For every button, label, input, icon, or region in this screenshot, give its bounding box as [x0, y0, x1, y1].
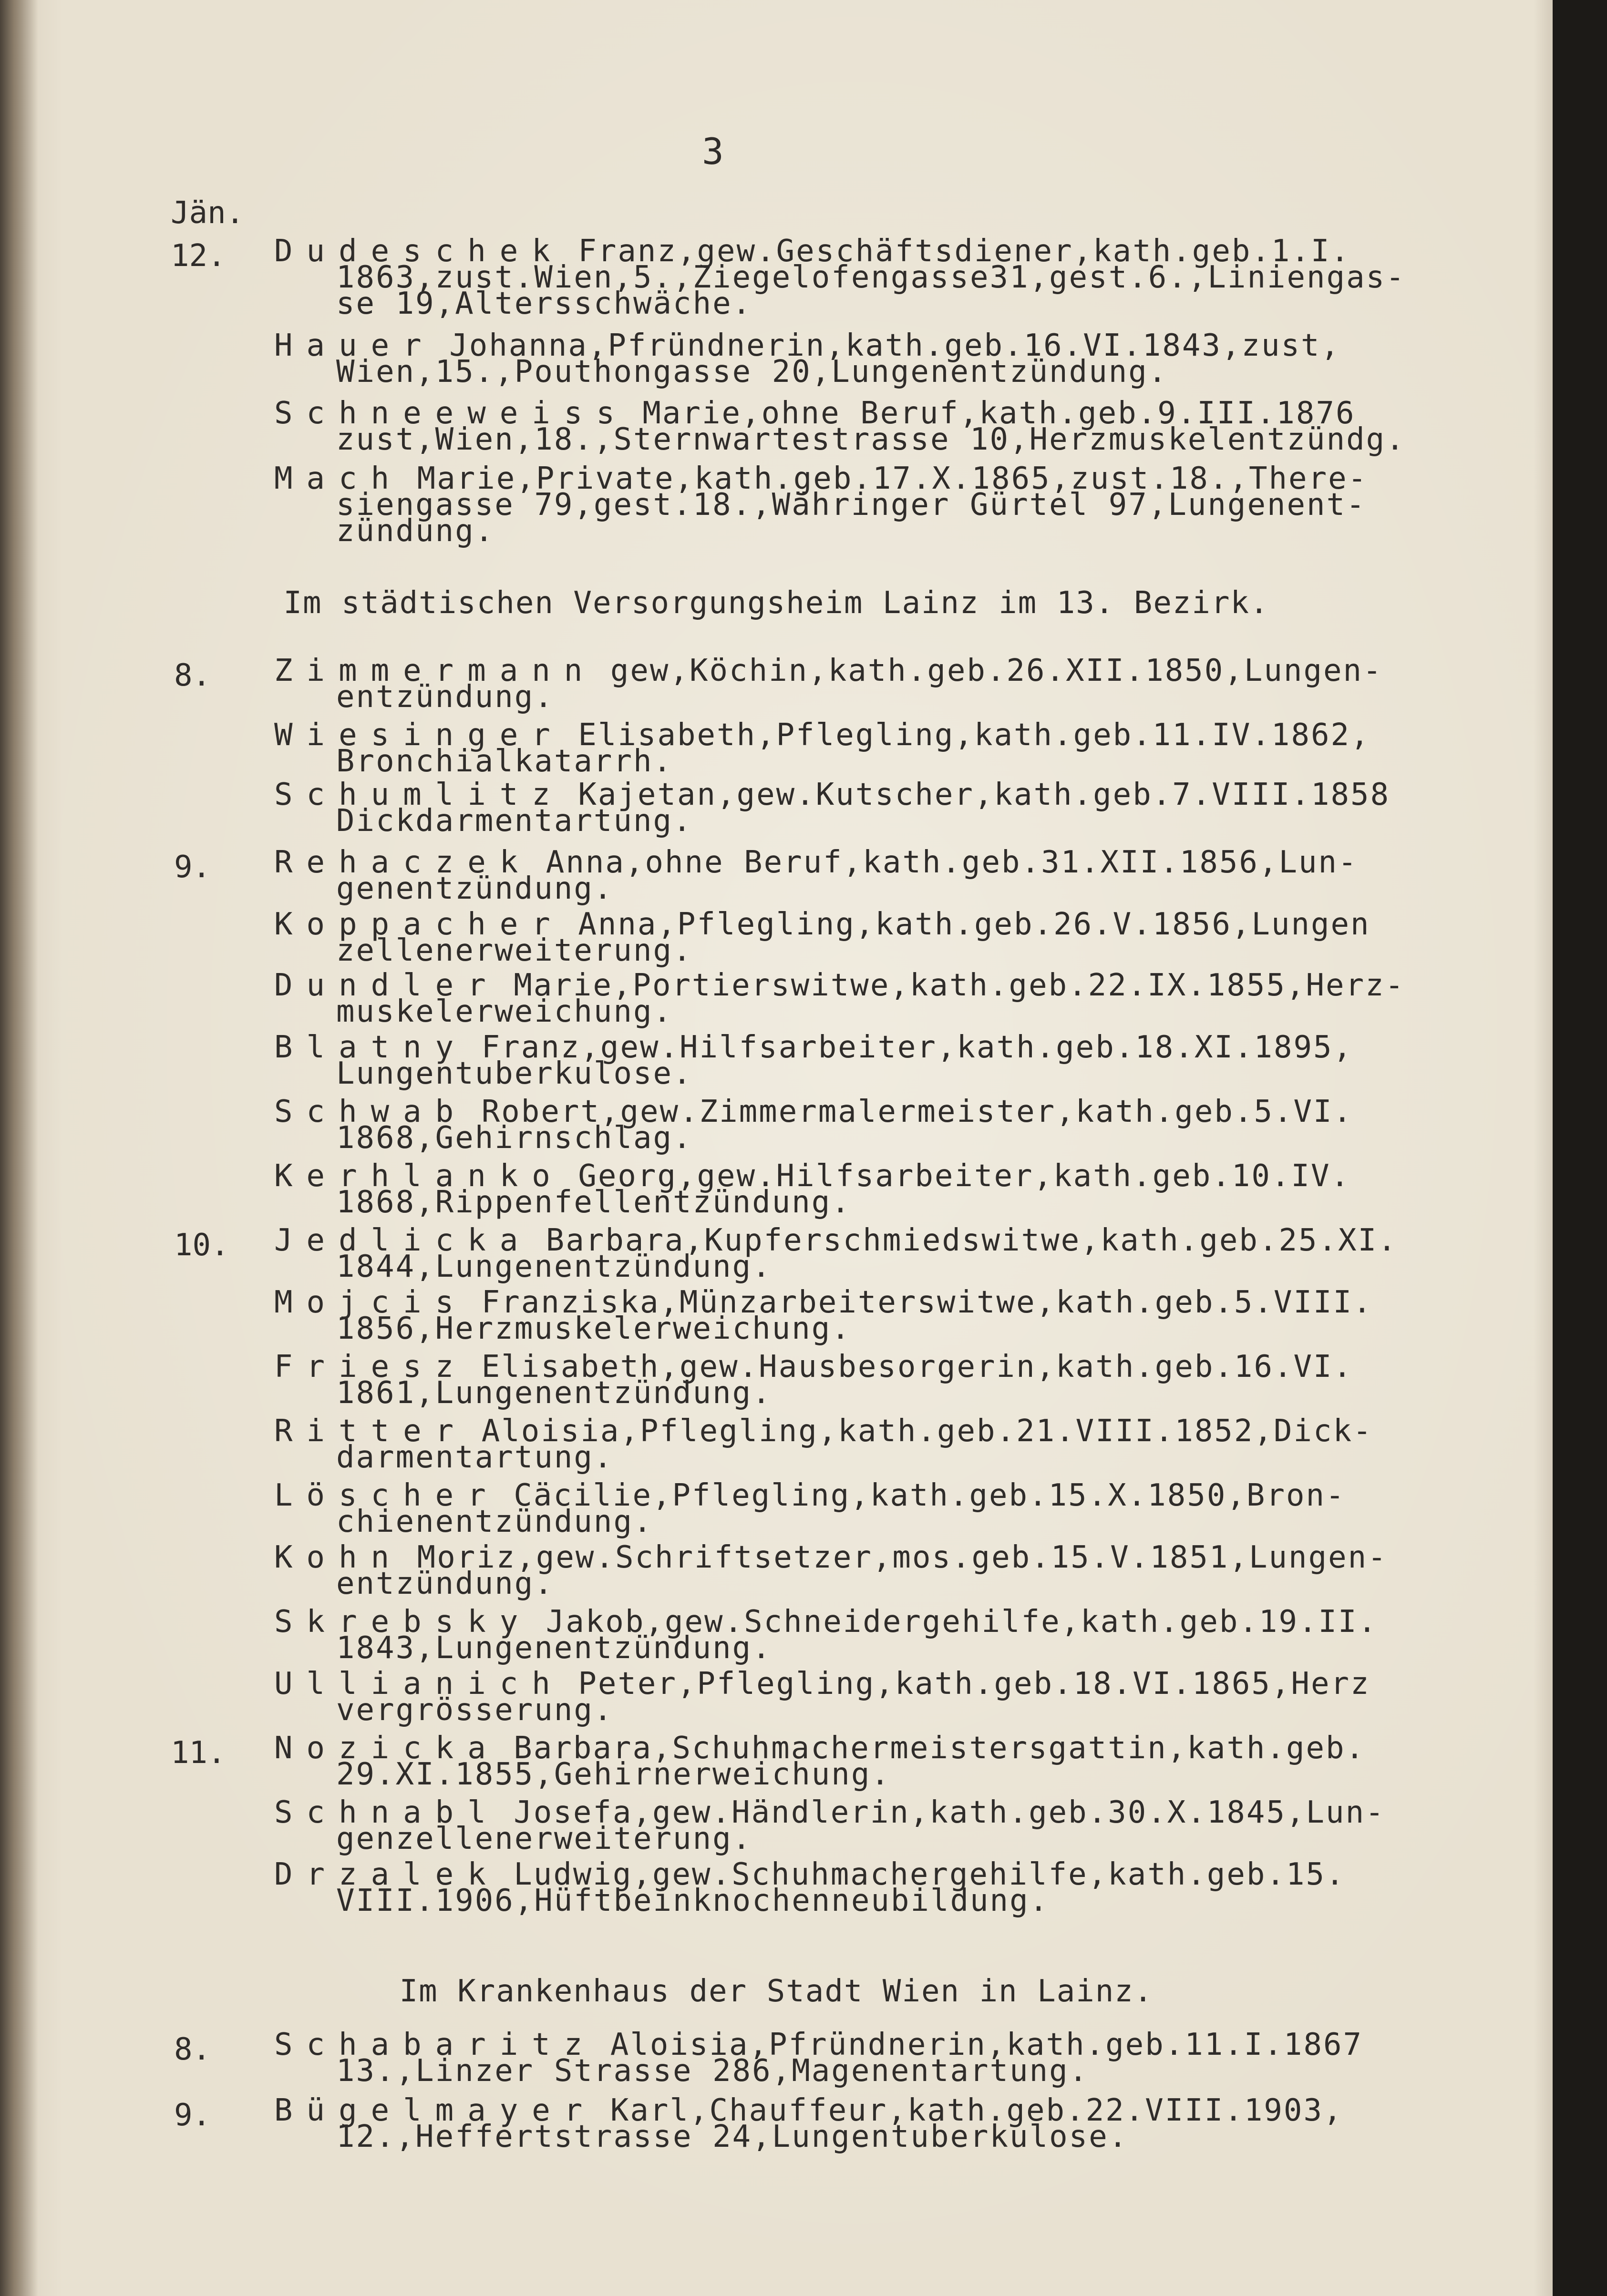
entry-line: 29.XI.1855,Gehirnerweichung. — [336, 1757, 891, 1792]
entry-line: se 19,Altersschwäche. — [336, 286, 752, 321]
register-entry — [274, 396, 1476, 457]
entry-line: Peter,Pflegling,kath.geb.18.VI.1865,Herz — [578, 1666, 1370, 1702]
entry-line: siengasse 79,gest.18.,Währinger Gürtel 97,Lungenent- — [336, 487, 1366, 523]
entry-line: 1868,Gehirnschlag. — [336, 1120, 693, 1156]
entry-line: zust,Wien,18.,Sternwartestrasse 10,Herzmuskelentzündg. — [336, 422, 1406, 457]
register-entry — [274, 234, 1476, 321]
entry-line: 1844,Lungenentzündung. — [336, 1249, 772, 1284]
entry-line: Kajetan,gew.Kutscher,kath.geb.7.VIII.1858 — [578, 777, 1391, 812]
entry-surname: Koppacher — [274, 907, 564, 942]
register-entry — [274, 907, 1476, 968]
register-entry — [274, 1285, 1476, 1346]
entry-line: entzündung. — [336, 1566, 554, 1601]
entry-surname: Zimmermann — [274, 653, 597, 688]
register-entry — [274, 1666, 1476, 1728]
entry-surname: Bügelmayer — [274, 2093, 597, 2128]
register-entry — [274, 1857, 1476, 1918]
entry-line: Barbara,Kupferschmiedswitwe,kath.geb.25.XI. — [546, 1223, 1398, 1258]
entry-line: 13.,Linzer Strasse 286,Magenentartung. — [336, 2053, 1089, 2089]
register-entry — [274, 718, 1476, 779]
entry-line: Elisabeth,Pflegling,kath.geb.11.IV.1862, — [578, 718, 1370, 753]
entry-line: vergrösserung. — [336, 1692, 614, 1728]
entry-surname: Nozicka — [274, 1731, 500, 1766]
entry-line: Cäcilie,Pflegling,kath.geb.15.X.1850,Bron- — [514, 1478, 1346, 1513]
day-label: 10. — [174, 1228, 229, 1263]
entry-surname: Ullianich — [274, 1666, 564, 1702]
day-label: 12. — [171, 238, 226, 274]
entry-line: Lungentuberkulose. — [336, 1056, 693, 1091]
register-entry — [274, 328, 1476, 390]
entry-surname: Friesz — [274, 1349, 468, 1384]
entry-line: Franz,gew.Geschäftsdiener,kath.geb.1.I. — [578, 234, 1351, 269]
entry-line: zellenerweiterung. — [336, 933, 693, 968]
section-heading: Im städtischen Versorgungsheim Lainz im 13. Bezirk. — [283, 585, 1269, 621]
entry-surname: Schnabl — [274, 1795, 500, 1830]
entry-line: Robert,gew.Zimmermalermeister,kath.geb.5.VI. — [481, 1094, 1353, 1129]
entry-line: Ludwig,gew.Schuhmachergehilfe,kath.geb.15. — [514, 1857, 1346, 1892]
entry-line: Josefa,gew.Händlerin,kath.geb.30.X.1845,Lun- — [514, 1795, 1385, 1830]
entry-line: Anna,Pflegling,kath.geb.26.V.1856,Lungen — [578, 907, 1370, 942]
entry-surname: Drzalek — [274, 1857, 500, 1892]
entry-surname: Schabaritz — [274, 2027, 597, 2062]
entry-line: Aloisia,Pfründnerin,kath.geb.11.I.1867 — [610, 2027, 1363, 2062]
register-entry — [274, 2093, 1476, 2154]
day-label: 11. — [171, 1735, 226, 1771]
register-entry — [274, 461, 1476, 549]
register-entry — [274, 1604, 1476, 1666]
entry-line: 12.,Heffertstrasse 24,Lungentuberkulose. — [336, 2119, 1129, 2154]
entry-line: Marie,ohne Beruf,kath.geb.9.III.1876 — [642, 396, 1356, 431]
entry-surname: Hauer — [274, 328, 435, 363]
register-entry — [274, 2027, 1476, 2089]
entry-line: muskelerweichung. — [336, 994, 673, 1029]
register-entry — [274, 1349, 1476, 1411]
register-entry — [274, 1540, 1476, 1601]
entry-line: Karl,Chauffeur,kath.geb.22.VIII.1903, — [610, 2093, 1343, 2128]
entry-surname: Löscher — [274, 1478, 500, 1513]
entry-line: Johanna,Pfründnerin,kath.geb.16.VI.1843,zust, — [449, 328, 1341, 363]
entry-line: 1856,Herzmuskelerweichung. — [336, 1311, 851, 1346]
entry-line: genzellenerweiterung. — [336, 1821, 752, 1856]
register-entry — [274, 1478, 1476, 1539]
register-entry — [274, 777, 1476, 839]
entry-surname: Kohn — [274, 1540, 403, 1575]
entry-line: Wien,15.,Pouthongasse 20,Lungenentzündung. — [336, 354, 1168, 390]
entry-line: Moriz,gew.Schriftsetzer,mos.geb.15.V.1851,Lungen- — [417, 1540, 1388, 1575]
entry-line: Barbara,Schuhmachermeistersgattin,kath.geb. — [514, 1731, 1366, 1766]
entry-line: Marie,Private,kath.geb.17.X.1865,zust.18.,There- — [417, 461, 1368, 496]
section-heading: Im Krankenhaus der Stadt Wien in Lainz. — [399, 1974, 1154, 2009]
entry-line: entzündung. — [336, 679, 554, 715]
register-entry — [274, 1795, 1476, 1856]
day-label: 9. — [174, 2098, 211, 2133]
entry-line: Marie,Portierswitwe,kath.geb.22.IX.1855,Herz- — [514, 968, 1405, 1003]
day-label: 9. — [174, 850, 211, 885]
entry-line: Bronchialkatarrh. — [336, 744, 673, 779]
entry-line: 1843,Lungenentzündung. — [336, 1630, 772, 1666]
entry-surname: Schwab — [274, 1094, 468, 1129]
entry-surname: Schneeweiss — [274, 396, 628, 431]
register-entry — [274, 968, 1476, 1029]
entry-line: 1868,Rippenfellentzündung. — [336, 1185, 851, 1220]
entry-surname: Skrebsky — [274, 1604, 532, 1640]
register-entry — [274, 1158, 1476, 1220]
entry-line: Georg,gew.Hilfsarbeiter,kath.geb.10.IV. — [578, 1158, 1351, 1194]
entry-surname: Ritter — [274, 1414, 468, 1449]
entry-surname: Mach — [274, 461, 403, 496]
entry-line: chienentzündung. — [336, 1504, 653, 1539]
entry-surname: Blatny — [274, 1030, 468, 1065]
register-entry — [274, 1414, 1476, 1475]
entry-surname: Kerhlanko — [274, 1158, 564, 1194]
entry-line: Aloisia,Pflegling,kath.geb.21.VIII.1852,Dick- — [481, 1414, 1373, 1449]
entry-line: 1861,Lungenentzündung. — [336, 1375, 772, 1411]
day-label: 8. — [174, 2032, 211, 2067]
register-entry — [274, 1030, 1476, 1091]
entry-line: Franziska,Münzarbeiterswitwe,kath.geb.5.VIII. — [481, 1285, 1373, 1320]
entry-line: VIII.1906,Hüftbeinknochenneubildung. — [336, 1883, 1050, 1918]
entry-line: zündung. — [336, 513, 495, 549]
entry-line: Anna,ohne Beruf,kath.geb.31.XII.1856,Lun- — [546, 845, 1358, 880]
entry-line: Franz,gew.Hilfsarbeiter,kath.geb.18.XI.1895, — [481, 1030, 1353, 1065]
entry-surname: Wiesinger — [274, 718, 564, 753]
entry-surname: Schumlitz — [274, 777, 564, 812]
entry-surname: Mojcis — [274, 1285, 468, 1320]
entry-line: darmentartung. — [336, 1440, 614, 1475]
entry-line: 1863,zust.Wien,5.,Ziegelofengasse31,gest.6.,Liniengas- — [336, 260, 1406, 295]
entry-surname: Rehaczek — [274, 845, 532, 880]
entry-line: gew,Köchin,kath.geb.26.XII.1850,Lungen- — [610, 653, 1383, 688]
entry-line: Dickdarmentartung. — [336, 803, 693, 839]
page-number: 3 — [702, 130, 724, 173]
register-entry — [274, 1731, 1476, 1792]
register-entry — [274, 1223, 1476, 1284]
entry-line: Elisabeth,gew.Hausbesorgerin,kath.geb.16.VI. — [481, 1349, 1353, 1384]
book-gutter — [0, 0, 38, 2296]
entry-surname: Dundler — [274, 968, 500, 1003]
entry-surname: Dudeschek — [274, 234, 564, 269]
entry-line: genentzündung. — [336, 871, 614, 906]
month-label: Jän. — [171, 195, 245, 231]
register-entry — [274, 1094, 1476, 1156]
register-entry — [274, 653, 1476, 715]
entry-line: Jakob,gew.Schneidergehilfe,kath.geb.19.II. — [546, 1604, 1378, 1640]
day-label: 8. — [174, 658, 211, 693]
entry-surname: Jedlicka — [274, 1223, 532, 1258]
register-entry — [274, 845, 1476, 906]
